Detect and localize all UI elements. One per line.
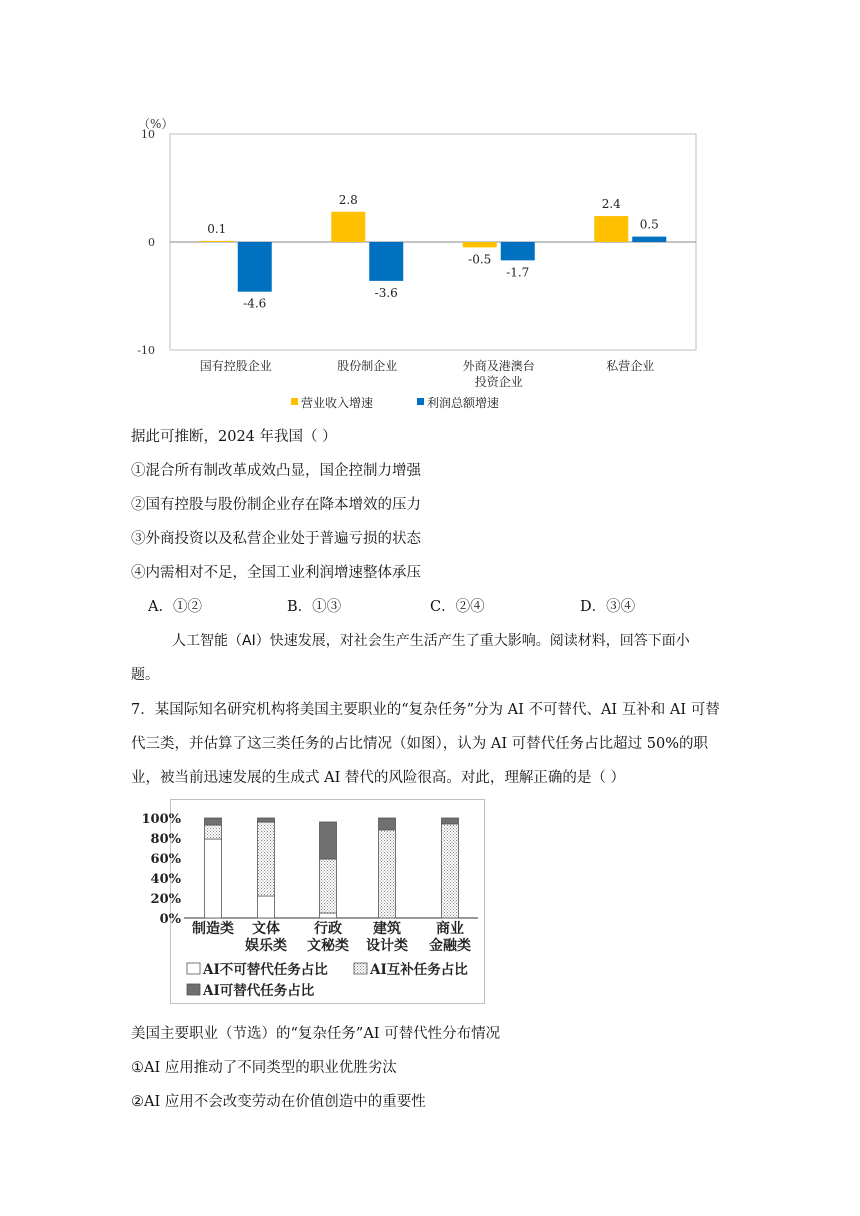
bar-segment-replaceable — [379, 818, 396, 830]
legend-label: AI不可替代任务占比 — [203, 962, 328, 978]
y-tick-label: 80% — [150, 832, 181, 847]
q7-line-1: 7．某国际知名研究机构将美国主要职业的“复杂任务”分为 AI 不可替代、AI 互补和 AI 可替 — [131, 702, 720, 718]
category-label: 私营企业 — [606, 359, 655, 373]
y-tick-label: 20% — [150, 892, 181, 907]
category-label: 建筑 — [373, 921, 401, 937]
category-label: 文体 — [252, 921, 280, 937]
intro-line-2: 题。 — [131, 667, 159, 683]
bar-segment-irreplaceable — [320, 913, 337, 918]
legend-label: AI可替代任务占比 — [203, 983, 315, 999]
data-label: 2.4 — [601, 197, 621, 212]
data-label: -3.6 — [374, 285, 398, 300]
bar-segment-replaceable — [258, 818, 275, 822]
q6-option-c[interactable]: C．②④ — [430, 599, 485, 615]
y-unit-label: （%） — [138, 117, 174, 131]
bar-segment-complementary — [320, 859, 337, 913]
bar-segment-irreplaceable — [205, 839, 222, 918]
data-label: 2.8 — [338, 192, 358, 207]
bar-segment-complementary — [258, 822, 275, 896]
category-label: 娱乐类 — [245, 938, 287, 954]
statement-2: ②AI 应用不会改变劳动在价值创造中的重要性 — [131, 1094, 426, 1110]
q6-option-a[interactable]: A．①② — [148, 599, 202, 615]
statement-1: ①AI 应用推动了不同类型的职业优胜劣汰 — [131, 1060, 397, 1076]
y-tick-label: 60% — [150, 852, 181, 867]
category-label: 金融类 — [429, 938, 471, 954]
q6-option-d[interactable]: D．③④ — [580, 599, 636, 615]
y-tick-label: -10 — [137, 344, 155, 357]
data-label: -0.5 — [468, 252, 492, 267]
bar-segment-complementary — [205, 825, 222, 839]
category-label: 文秘类 — [307, 938, 349, 954]
category-label: 设计类 — [366, 938, 408, 954]
bar-segment-replaceable — [320, 822, 337, 859]
q7-line-3: 业，被当前迅速发展的生成式 AI 替代的风险很高。对此，理解正确的是（ ） — [131, 770, 626, 786]
legend-label: 利润总额增速 — [427, 396, 500, 410]
bar-segment-replaceable — [442, 818, 459, 824]
legend-label: AI互补任务占比 — [370, 962, 468, 978]
data-label: -4.6 — [243, 296, 267, 311]
q6-item-4: ④内需相对不足，全国工业利润增速整体承压 — [131, 565, 421, 581]
y-tick-label: 10 — [141, 128, 155, 141]
category-label: 行政 — [314, 921, 342, 937]
bar-segment-irreplaceable — [258, 896, 275, 918]
data-label: 0.1 — [207, 221, 227, 236]
bar-segment-replaceable — [205, 818, 222, 825]
bar-segment-complementary — [379, 830, 396, 918]
chart2-caption: 美国主要职业（节选）的“复杂任务”AI 可替代性分布情况 — [131, 1026, 501, 1042]
y-tick-label: 0% — [159, 912, 181, 927]
legend-label: 营业收入增速 — [301, 396, 374, 410]
category-label: 商业 — [436, 921, 464, 937]
intro-line-1: 人工智能（AI）快速发展，对社会生产生活产生了重大影响。阅读材料，回答下面小 — [172, 633, 690, 649]
data-label: 0.5 — [639, 217, 659, 232]
legend-swatch — [187, 963, 200, 974]
y-tick-label: 100% — [141, 812, 181, 827]
y-tick-label: 40% — [150, 872, 181, 887]
legend-swatch — [354, 963, 367, 974]
category-label: 国有控股企业 — [199, 359, 272, 373]
category-label: 制造类 — [192, 921, 234, 937]
q6-item-1: ①混合所有制改革成效凸显，国企控制力增强 — [131, 463, 421, 479]
category-label: 投资企业 — [474, 375, 523, 389]
q6-item-2: ②国有控股与股份制企业存在降本增效的压力 — [131, 497, 421, 513]
category-label: 外商及港澳台 — [462, 359, 535, 373]
q6-item-3: ③外商投资以及私营企业处于普遍亏损的状态 — [131, 531, 421, 547]
y-tick-label: 0 — [148, 236, 155, 249]
q6-option-b[interactable]: B．①③ — [287, 599, 342, 615]
q6-stem: 据此可推断，2024 年我国（ ） — [131, 429, 337, 445]
legend-swatch — [187, 984, 200, 995]
q7-line-2: 代三类，并估算了这三类任务的占比情况（如图），认为 AI 可替代任务占比超过 50%的职 — [131, 736, 709, 752]
bar-segment-complementary — [442, 824, 459, 918]
category-label: 股份制企业 — [337, 359, 398, 373]
data-label: -1.7 — [506, 265, 530, 280]
